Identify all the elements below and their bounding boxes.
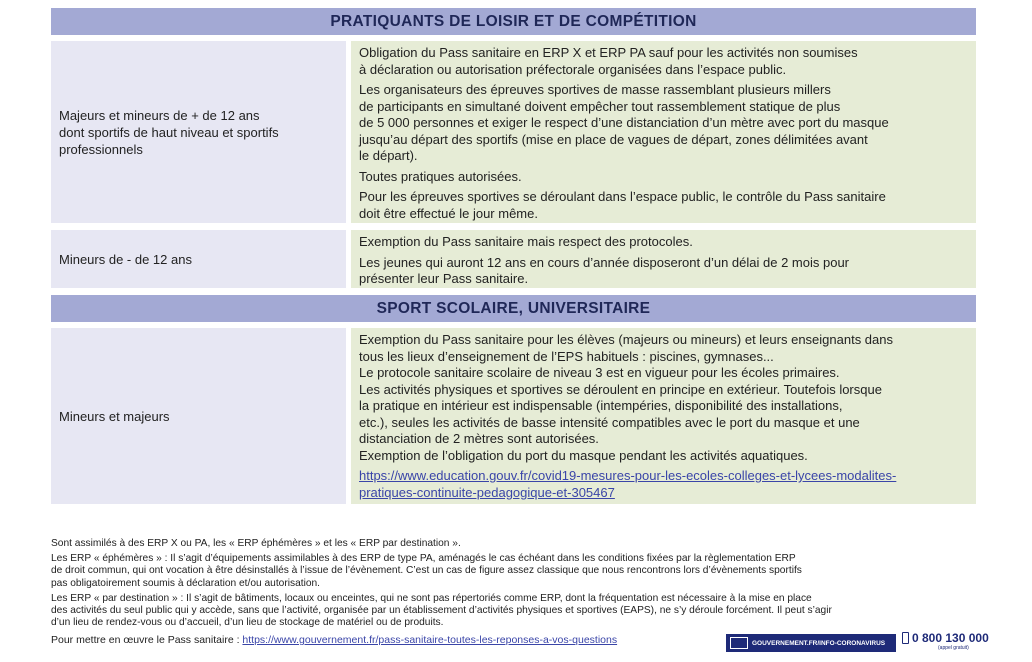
table-row — [51, 328, 976, 504]
row-label-text: Majeurs et mineurs de + de 12 ans dont sportifs de haut niveau et sportifs professionnels — [59, 107, 279, 157]
paragraph: Obligation du Pass sanitaire en ERP X et ERP PA sauf pour les activités non soumises à déclaration ou autorisation préfectorale organisées dans l’espace public. — [359, 45, 858, 77]
row-label — [51, 230, 346, 288]
phone-number — [902, 631, 989, 645]
row-content — [351, 41, 976, 223]
paragraph: Exemption du Pass sanitaire pour les élèves (majeurs ou mineurs) et leurs enseignants dans tous les lieux d’enseignement de l’EPS habituels : piscines, gymnases... — [359, 332, 893, 364]
paragraph: Le protocole sanitaire scolaire de niveau 3 est en vigueur pour les écoles primaires. — [359, 365, 840, 380]
paragraph: Toutes pratiques autorisées. — [359, 168, 522, 184]
row-label-text: Mineurs et majeurs — [59, 408, 170, 424]
table-row — [51, 41, 976, 223]
paragraph: Les activités physiques et sportives se déroulent en principe en extérieur. Toutefois lorsque la pratique en intérieur est indispensable (intempéries, disponibilité des installations, etc.), seules les activités de basse intensité compatibles avec le port du masque et une distanciation de 2 mètres sont autorisées. — [359, 381, 882, 446]
note-ephemeres: Les ERP « éphémères » : Il s’agit d’équipements assimilables à des ERP de type PA, aménagés le cas échéant dans les conditions fixées par la règlementation ERP de droit commun, qui ont vocation à être désinstallés à l’issue de l’évènement. C’est un cas de figure assez classique que nous rencontrons lors d’évènements sportifs pas obligatoirement soumis à déclaration et/ou autorisation. — [51, 553, 802, 589]
table-row — [51, 230, 976, 288]
section-header-scolaire: SPORT SCOLAIRE, UNIVERSITAIRE — [51, 295, 976, 322]
education-link[interactable]: https://www.education.gouv.fr/covid19-mesures-pour-les-ecoles-colleges-et-lycees-modalites- pratiques-continuite-pedagogique-et-305467 — [359, 468, 897, 500]
flag-icon — [730, 637, 748, 649]
note-destination: Les ERP « par destination » : Il s’agit de bâtiments, locaux ou enceintes, qui ne sont pas répertoriés comme ERP, dont la fréquentation est nécessaire à la mise en place des activités du seul public qui y accède, sans que l’activité, organisée par un établissement d’activités physiques et sportives (EAPS), ne s’y déroule forcément. Il peut s’agir d’un lieu de rendez-vous ou d’accueil, d’un lieu de stockage de matériel ou de produits. — [51, 592, 832, 629]
main-table — [51, 8, 976, 511]
row-content — [351, 328, 976, 504]
note-intro: Sont assimilés à des ERP X ou PA, les « ERP éphémères » et les « ERP par destination ». — [51, 538, 461, 549]
paragraph: Exemption de l’obligation du port du masque pendant les activités aquatiques. — [359, 447, 808, 463]
paragraph: Les organisateurs des épreuves sportives de masse rassemblant plusieurs millers de participants en simultané doivent empêcher tout rassemblement statique de plus de 5 000 personnes et exiger le respect d’une distanciation d’un mètre avec port du masque jusqu’au départ des sportifs (mise en place de vagues de départ, zones délimitées avant le départ). — [359, 82, 889, 163]
section-header-loisir: PRATIQUANTS DE LOISIR ET DE COMPÉTITION — [51, 8, 976, 35]
gov-badge[interactable] — [726, 634, 896, 652]
footer-prefix: Pour mettre en œuvre le Pass sanitaire : — [51, 634, 243, 646]
gov-badge-text: GOUVERNEMENT.FR/INFO-CORONAVIRUS — [752, 639, 886, 647]
paragraph: Pour les épreuves sportives se déroulant dans l’espace public, le contrôle du Pass sanitaire doit être effectué le jour même. — [359, 189, 886, 221]
footer-line — [51, 634, 617, 646]
phone-sub: (appel gratuit) — [938, 645, 969, 651]
gouvernement-link[interactable]: https://www.gouvernement.fr/pass-sanitaire-toutes-les-reponses-a-vos-questions — [242, 634, 618, 646]
row-content — [351, 230, 976, 288]
footnotes — [51, 538, 1001, 632]
phone-icon — [902, 632, 909, 644]
paragraph: Exemption du Pass sanitaire mais respect des protocoles. — [359, 234, 693, 249]
row-label — [51, 328, 346, 504]
row-label — [51, 41, 346, 223]
paragraph: Les jeunes qui auront 12 ans en cours d’année disposeront d’un délai de 2 mois pour présenter leur Pass sanitaire. — [359, 254, 850, 286]
row-label-text: Mineurs de - de 12 ans — [59, 251, 192, 267]
phone-text: 0 800 130 000 — [912, 631, 989, 645]
